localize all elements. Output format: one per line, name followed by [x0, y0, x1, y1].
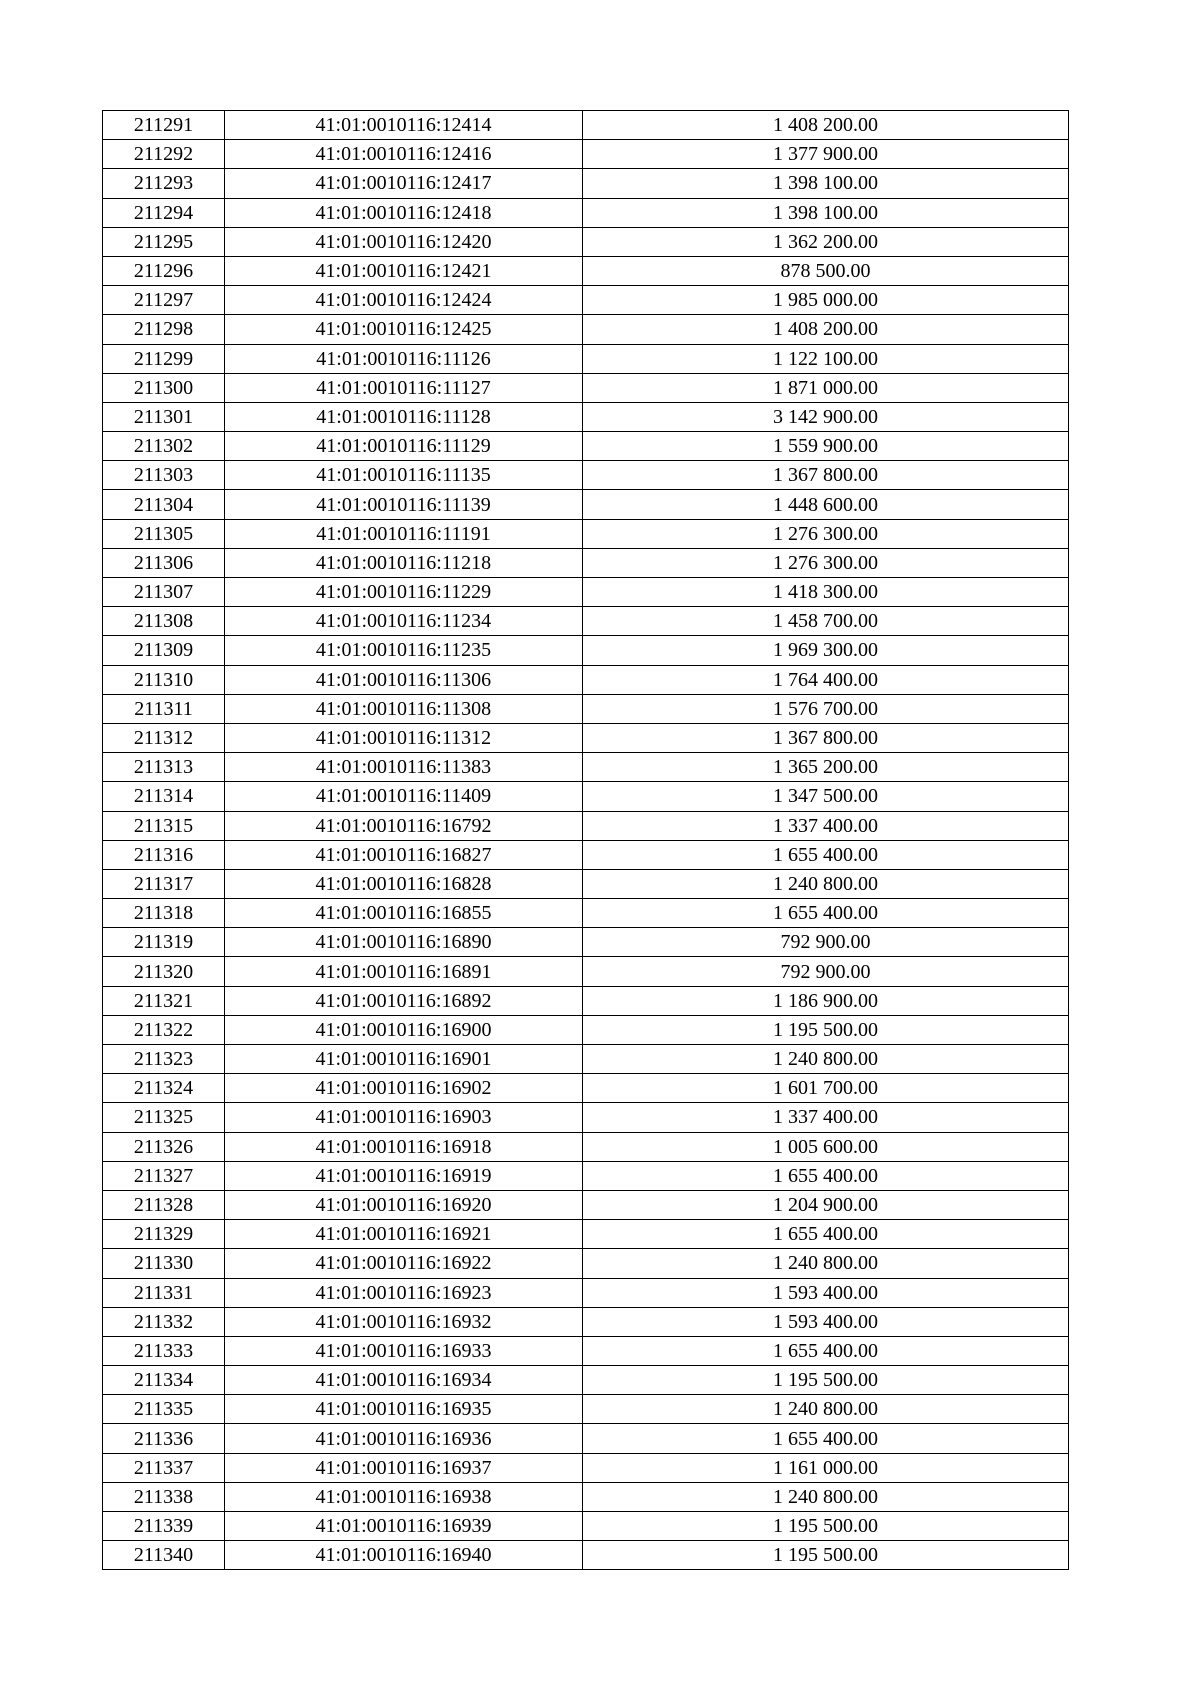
cadastral-number-cell: 41:01:0010116:16792 [225, 811, 583, 840]
cadastral-number-cell: 41:01:0010116:16923 [225, 1278, 583, 1307]
cadastral-number-cell: 41:01:0010116:11383 [225, 753, 583, 782]
cadastral-number-cell: 41:01:0010116:11312 [225, 723, 583, 752]
table-row [103, 1132, 1069, 1161]
table-row [103, 607, 1069, 636]
cadastral-value-cell: 1 195 500.00 [583, 1366, 1069, 1395]
row-number-cell: 211314 [103, 782, 225, 811]
cadastral-number-cell: 41:01:0010116:16933 [225, 1336, 583, 1365]
cadastral-value-cell: 1 347 500.00 [583, 782, 1069, 811]
cadastral-value-cell: 1 240 800.00 [583, 869, 1069, 898]
table-row [103, 373, 1069, 402]
cadastral-number-cell: 41:01:0010116:16940 [225, 1541, 583, 1570]
table-row [103, 519, 1069, 548]
table-body [103, 111, 1069, 1570]
cadastral-value-cell: 1 276 300.00 [583, 519, 1069, 548]
table-row [103, 315, 1069, 344]
table-row [103, 548, 1069, 577]
cadastral-number-cell: 41:01:0010116:16918 [225, 1132, 583, 1161]
table-row [103, 1307, 1069, 1336]
row-number-cell: 211333 [103, 1336, 225, 1365]
cadastral-value-cell: 1 398 100.00 [583, 169, 1069, 198]
table-row [103, 782, 1069, 811]
table-row [103, 140, 1069, 169]
cadastral-number-cell: 41:01:0010116:11235 [225, 636, 583, 665]
row-number-cell: 211338 [103, 1482, 225, 1511]
row-number-cell: 211305 [103, 519, 225, 548]
table-row [103, 1190, 1069, 1219]
table-row [103, 490, 1069, 519]
table-row [103, 1220, 1069, 1249]
row-number-cell: 211307 [103, 578, 225, 607]
row-number-cell: 211323 [103, 1045, 225, 1074]
cadastral-value-cell: 1 655 400.00 [583, 899, 1069, 928]
row-number-cell: 211298 [103, 315, 225, 344]
cadastral-number-cell: 41:01:0010116:16921 [225, 1220, 583, 1249]
cadastral-number-cell: 41:01:0010116:12420 [225, 227, 583, 256]
table-row [103, 111, 1069, 140]
cadastral-value-cell: 1 458 700.00 [583, 607, 1069, 636]
cadastral-number-cell: 41:01:0010116:16900 [225, 1015, 583, 1044]
cadastral-number-cell: 41:01:0010116:16922 [225, 1249, 583, 1278]
cadastral-number-cell: 41:01:0010116:11229 [225, 578, 583, 607]
cadastral-value-cell: 1 365 200.00 [583, 753, 1069, 782]
cadastral-number-cell: 41:01:0010116:12414 [225, 111, 583, 140]
table-row [103, 811, 1069, 840]
row-number-cell: 211319 [103, 928, 225, 957]
cadastral-value-cell: 1 418 300.00 [583, 578, 1069, 607]
row-number-cell: 211296 [103, 256, 225, 285]
row-number-cell: 211308 [103, 607, 225, 636]
row-number-cell: 211335 [103, 1395, 225, 1424]
table-row [103, 753, 1069, 782]
row-number-cell: 211300 [103, 373, 225, 402]
table-row [103, 694, 1069, 723]
cadastral-value-cell: 1 367 800.00 [583, 461, 1069, 490]
row-number-cell: 211312 [103, 723, 225, 752]
cadastral-value-cell: 1 377 900.00 [583, 140, 1069, 169]
cadastral-value-cell: 1 195 500.00 [583, 1541, 1069, 1570]
row-number-cell: 211291 [103, 111, 225, 140]
cadastral-number-cell: 41:01:0010116:11218 [225, 548, 583, 577]
table-row [103, 1278, 1069, 1307]
row-number-cell: 211326 [103, 1132, 225, 1161]
table-row [103, 1074, 1069, 1103]
row-number-cell: 211310 [103, 665, 225, 694]
table-row [103, 344, 1069, 373]
table-row [103, 402, 1069, 431]
table-row [103, 1045, 1069, 1074]
cadastral-value-cell: 1 985 000.00 [583, 286, 1069, 315]
row-number-cell: 211306 [103, 548, 225, 577]
cadastral-number-cell: 41:01:0010116:11139 [225, 490, 583, 519]
cadastral-value-cell: 1 576 700.00 [583, 694, 1069, 723]
row-number-cell: 211309 [103, 636, 225, 665]
cadastral-number-cell: 41:01:0010116:11191 [225, 519, 583, 548]
table-row [103, 198, 1069, 227]
cadastral-value-cell: 1 408 200.00 [583, 111, 1069, 140]
table-row [103, 1482, 1069, 1511]
table-row [103, 578, 1069, 607]
row-number-cell: 211330 [103, 1249, 225, 1278]
cadastral-value-cell: 1 240 800.00 [583, 1045, 1069, 1074]
row-number-cell: 211320 [103, 957, 225, 986]
row-number-cell: 211295 [103, 227, 225, 256]
row-number-cell: 211317 [103, 869, 225, 898]
cadastral-number-cell: 41:01:0010116:11127 [225, 373, 583, 402]
table-row [103, 256, 1069, 285]
row-number-cell: 211325 [103, 1103, 225, 1132]
row-number-cell: 211328 [103, 1190, 225, 1219]
cadastral-value-cell: 3 142 900.00 [583, 402, 1069, 431]
table-row [103, 723, 1069, 752]
row-number-cell: 211315 [103, 811, 225, 840]
cadastral-value-cell: 1 593 400.00 [583, 1278, 1069, 1307]
cadastral-value-cell: 1 655 400.00 [583, 1220, 1069, 1249]
cadastral-value-cell: 1 186 900.00 [583, 986, 1069, 1015]
row-number-cell: 211292 [103, 140, 225, 169]
table-row [103, 928, 1069, 957]
cadastral-value-cell: 1 655 400.00 [583, 840, 1069, 869]
cadastral-number-cell: 41:01:0010116:16932 [225, 1307, 583, 1336]
cadastral-number-cell: 41:01:0010116:16901 [225, 1045, 583, 1074]
cadastral-value-cell: 1 969 300.00 [583, 636, 1069, 665]
cadastral-value-cell: 1 005 600.00 [583, 1132, 1069, 1161]
cadastral-number-cell: 41:01:0010116:16936 [225, 1424, 583, 1453]
cadastral-value-cell: 1 195 500.00 [583, 1512, 1069, 1541]
table-row [103, 1249, 1069, 1278]
table-row [103, 986, 1069, 1015]
cadastral-number-cell: 41:01:0010116:16939 [225, 1512, 583, 1541]
cadastral-value-cell: 1 161 000.00 [583, 1453, 1069, 1482]
cadastral-number-cell: 41:01:0010116:11135 [225, 461, 583, 490]
table-row [103, 1395, 1069, 1424]
cadastral-number-cell: 41:01:0010116:16892 [225, 986, 583, 1015]
row-number-cell: 211324 [103, 1074, 225, 1103]
table-row [103, 432, 1069, 461]
table-row [103, 227, 1069, 256]
table-row [103, 840, 1069, 869]
row-number-cell: 211304 [103, 490, 225, 519]
cadastral-value-cell: 1 593 400.00 [583, 1307, 1069, 1336]
cadastral-number-cell: 41:01:0010116:16938 [225, 1482, 583, 1511]
table-row [103, 1015, 1069, 1044]
cadastral-value-cell: 878 500.00 [583, 256, 1069, 285]
table-row [103, 461, 1069, 490]
table-row [103, 1366, 1069, 1395]
table-row [103, 1161, 1069, 1190]
cadastral-value-cell: 1 448 600.00 [583, 490, 1069, 519]
table-row [103, 1541, 1069, 1570]
cadastral-number-cell: 41:01:0010116:16891 [225, 957, 583, 986]
cadastral-value-cell: 792 900.00 [583, 957, 1069, 986]
cadastral-value-cell: 1 655 400.00 [583, 1161, 1069, 1190]
row-number-cell: 211327 [103, 1161, 225, 1190]
cadastral-value-cell: 1 204 900.00 [583, 1190, 1069, 1219]
cadastral-number-cell: 41:01:0010116:16934 [225, 1366, 583, 1395]
cadastral-number-cell: 41:01:0010116:16920 [225, 1190, 583, 1219]
cadastral-number-cell: 41:01:0010116:11234 [225, 607, 583, 636]
row-number-cell: 211294 [103, 198, 225, 227]
cadastral-value-cell: 1 337 400.00 [583, 1103, 1069, 1132]
cadastral-value-cell: 1 240 800.00 [583, 1395, 1069, 1424]
row-number-cell: 211321 [103, 986, 225, 1015]
cadastral-value-cell: 1 276 300.00 [583, 548, 1069, 577]
table-row [103, 1453, 1069, 1482]
cadastral-value-cell: 1 362 200.00 [583, 227, 1069, 256]
cadastral-value-cell: 792 900.00 [583, 928, 1069, 957]
cadastral-value-cell: 1 655 400.00 [583, 1336, 1069, 1365]
cadastral-number-cell: 41:01:0010116:12417 [225, 169, 583, 198]
cadastral-value-cell: 1 122 100.00 [583, 344, 1069, 373]
cadastral-value-cell: 1 655 400.00 [583, 1424, 1069, 1453]
cadastral-number-cell: 41:01:0010116:12416 [225, 140, 583, 169]
cadastral-value-cell: 1 398 100.00 [583, 198, 1069, 227]
table-row [103, 1103, 1069, 1132]
cadastral-number-cell: 41:01:0010116:16935 [225, 1395, 583, 1424]
row-number-cell: 211329 [103, 1220, 225, 1249]
cadastral-number-cell: 41:01:0010116:12418 [225, 198, 583, 227]
cadastral-value-table [102, 110, 1069, 1570]
cadastral-value-cell: 1 408 200.00 [583, 315, 1069, 344]
row-number-cell: 211303 [103, 461, 225, 490]
row-number-cell: 211331 [103, 1278, 225, 1307]
cadastral-number-cell: 41:01:0010116:11409 [225, 782, 583, 811]
row-number-cell: 211301 [103, 402, 225, 431]
table-row [103, 869, 1069, 898]
table-row [103, 665, 1069, 694]
cadastral-value-cell: 1 240 800.00 [583, 1482, 1069, 1511]
row-number-cell: 211332 [103, 1307, 225, 1336]
cadastral-number-cell: 41:01:0010116:11129 [225, 432, 583, 461]
cadastral-number-cell: 41:01:0010116:11306 [225, 665, 583, 694]
table-row [103, 1512, 1069, 1541]
cadastral-value-cell: 1 871 000.00 [583, 373, 1069, 402]
row-number-cell: 211313 [103, 753, 225, 782]
row-number-cell: 211316 [103, 840, 225, 869]
cadastral-number-cell: 41:01:0010116:16890 [225, 928, 583, 957]
table-row [103, 1336, 1069, 1365]
cadastral-number-cell: 41:01:0010116:16855 [225, 899, 583, 928]
row-number-cell: 211340 [103, 1541, 225, 1570]
table-row [103, 169, 1069, 198]
cadastral-number-cell: 41:01:0010116:16937 [225, 1453, 583, 1482]
cadastral-value-cell: 1 367 800.00 [583, 723, 1069, 752]
cadastral-number-cell: 41:01:0010116:16828 [225, 869, 583, 898]
row-number-cell: 211297 [103, 286, 225, 315]
table-row [103, 636, 1069, 665]
table-row [103, 286, 1069, 315]
row-number-cell: 211293 [103, 169, 225, 198]
table-row [103, 899, 1069, 928]
cadastral-value-cell: 1 764 400.00 [583, 665, 1069, 694]
row-number-cell: 211339 [103, 1512, 225, 1541]
cadastral-number-cell: 41:01:0010116:11126 [225, 344, 583, 373]
cadastral-number-cell: 41:01:0010116:12421 [225, 256, 583, 285]
cadastral-value-cell: 1 195 500.00 [583, 1015, 1069, 1044]
cadastral-number-cell: 41:01:0010116:11308 [225, 694, 583, 723]
row-number-cell: 211302 [103, 432, 225, 461]
row-number-cell: 211334 [103, 1366, 225, 1395]
cadastral-value-cell: 1 601 700.00 [583, 1074, 1069, 1103]
cadastral-value-cell: 1 337 400.00 [583, 811, 1069, 840]
cadastral-number-cell: 41:01:0010116:16827 [225, 840, 583, 869]
row-number-cell: 211311 [103, 694, 225, 723]
cadastral-number-cell: 41:01:0010116:16919 [225, 1161, 583, 1190]
row-number-cell: 211336 [103, 1424, 225, 1453]
table-row [103, 957, 1069, 986]
row-number-cell: 211299 [103, 344, 225, 373]
row-number-cell: 211322 [103, 1015, 225, 1044]
row-number-cell: 211318 [103, 899, 225, 928]
cadastral-value-cell: 1 240 800.00 [583, 1249, 1069, 1278]
cadastral-number-cell: 41:01:0010116:12425 [225, 315, 583, 344]
table-row [103, 1424, 1069, 1453]
cadastral-number-cell: 41:01:0010116:12424 [225, 286, 583, 315]
cadastral-value-cell: 1 559 900.00 [583, 432, 1069, 461]
cadastral-number-cell: 41:01:0010116:16903 [225, 1103, 583, 1132]
cadastral-number-cell: 41:01:0010116:11128 [225, 402, 583, 431]
cadastral-number-cell: 41:01:0010116:16902 [225, 1074, 583, 1103]
row-number-cell: 211337 [103, 1453, 225, 1482]
